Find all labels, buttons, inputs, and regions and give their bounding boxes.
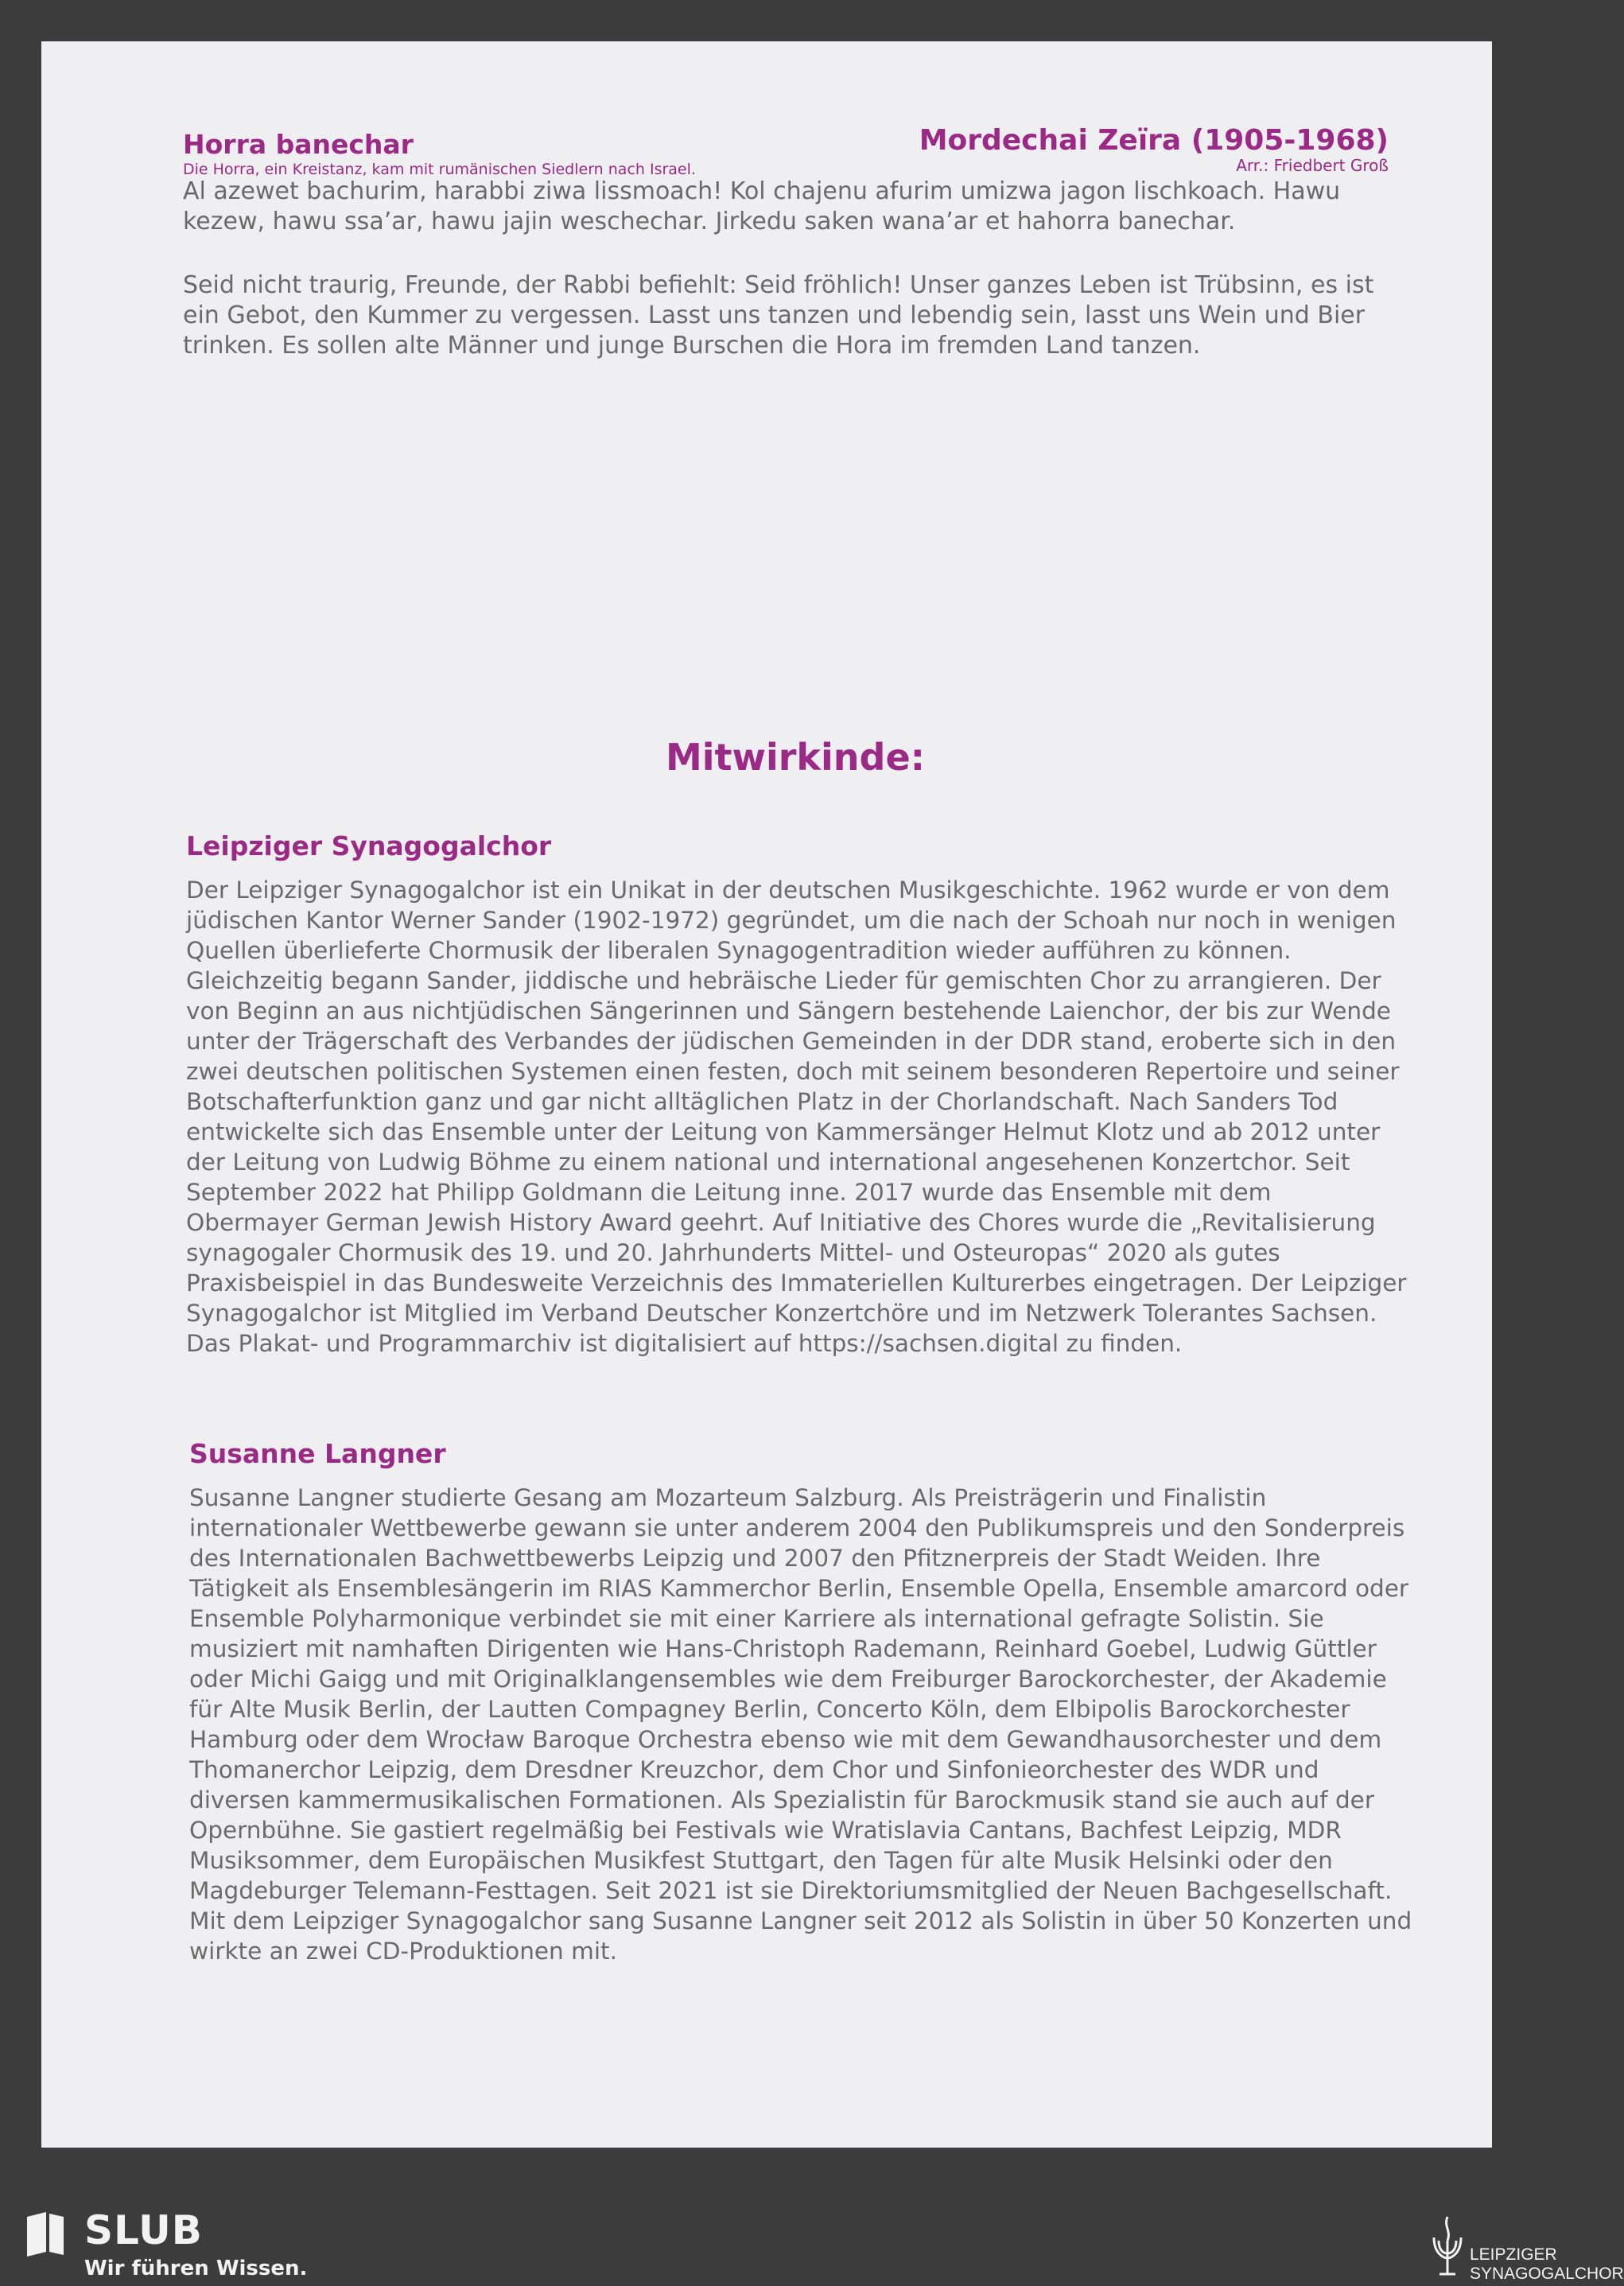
- slub-book-icon[interactable]: [22, 2210, 67, 2257]
- library-name[interactable]: SLUB: [84, 2207, 203, 2253]
- song-lyrics: Al azewet bachurim, harabbi ziwa lissmoach! Kol chajenu afurim umizwa jagon lischkoach. Hawu kezew, hawu ssa’ar, hawu jajin weschechar. Jirkedu saken wana’ar et hahorra banechar.: [183, 177, 1341, 235]
- participants-heading: Mitwirkinde:: [665, 736, 926, 779]
- choir-bio: Der Leipziger Synagogalchor ist ein Unikat in der deutschen Musikgeschichte. 1962 wurde er von dem jüdischen Kantor Werner Sander (1902-1972) gegründet, um die nach der Schoah nur noch in wenigen Quellen überlieferte Chormusik der liberalen Synagogentradition wieder aufführen zu können. Gleichzeitig begann Sander, jiddische und hebräische Lieder für gemischten Chor zu arrangieren. Der von Beginn an aus nichtjüdischen Sängerinnen und Sängern bestehende Laienchor, der bis zur Wende unter der Trägerschaft des Verbandes der jüdischen Gemeinden in der DDR stand, eroberte sich in den zwei deutschen politischen Systemen einen festen, doch mit seinem besonderen Repertoire und seiner Botschafterfunktion ganz und gar nicht alltäglichen Platz in der Chorlandschaft. Nach Sanders Tod entwickelte sich das Ensemble unter der Leitung von Kammersänger Helmut Klotz und ab 2012 unter der Leitung von Ludwig Böhme zu einem national und international angesehenen Konzertchor. Seit September 2022 hat Philipp Goldmann die Leitung inne. 2017 wurde das Ensemble mit dem Obermayer German Jewish History Award geehrt. Auf Initiative des Chores wurde die „Revitalisierung synagogaler Chormusik des 19. und 20. Jahrhunderts Mittel- und Osteuropas“ 2020 als gutes Praxisbeispiel in das Bundesweite Verzeichnis des Immateriellen Kulturerbes eingetragen. Der Leipziger Synagogalchor ist Mitglied im Verband Deutscher Konzertchöre und im Netzwerk Tolerantes Sachsen. Das Plakat- und Programmarchiv ist digitalisiert auf https://sachsen.digital zu finden.: [186, 877, 1407, 1357]
- composer: Mordechai Zeïra (1905-1968): [919, 124, 1389, 157]
- song-title: Horra banechar: [183, 129, 414, 160]
- menorah-icon: [1428, 2214, 1467, 2279]
- choir-logo-line2: SYNAGOGALCHOR: [1470, 2265, 1624, 2283]
- library-tagline: Wir führen Wissen.: [84, 2257, 308, 2280]
- arranger: Arr.: Friedbert Groß: [1236, 156, 1389, 175]
- footer-bar: [0, 2207, 1624, 2286]
- song-subtitle: Die Horra, ein Kreistanz, kam mit rumänischen Siedlern nach Israel.: [183, 161, 696, 178]
- choir-heading: Leipziger Synagogalchor: [186, 830, 552, 861]
- soloist-heading: Susanne Langner: [189, 1438, 446, 1469]
- soloist-bio: Susanne Langner studierte Gesang am Mozarteum Salzburg. Als Preisträgerin und Finalistin internationaler Wettbewerbe gewann sie unter anderem 2004 den Publikumspreis und den Sonderpreis des Internationalen Bachwettbewerbs Leipzig und 2007 den Pfitznerpreis der Stadt Weiden. Ihre Tätigkeit als Ensemblesängerin im RIAS Kammerchor Berlin, Ensemble Opella, Ensemble amarcord oder Ensemble Polyharmonique verbindet sie mit einer Karriere als international gefragte Solistin. Sie musiziert mit namhaften Dirigenten wie Hans-Christoph Rademann, Reinhard Goebel, Ludwig Güttler oder Michi Gaigg und mit Originalklangensembles wie dem Freiburger Barockorchester, der Akademie für Alte Musik Berlin, der Lautten Compagney Berlin, Concerto Köln, dem Elbipolis Barockorchester Hamburg oder dem Wrocław Baroque Orchestra ebenso wie mit dem Gewandhausorchester und dem Thomanerchor Leipzig, dem Dresdner Kreuzchor, dem Chor und Sinfonieorchester des WDR und diversen kammermusikalischen Formationen. Als Spezialistin für Barockmusik stand sie auch auf der Opernbühne. Sie gastiert regelmäßig bei Festivals wie Wratislavia Cantans, Bachfest Leipzig, MDR Musiksommer, dem Europäischen Musikfest Stuttgart, den Tagen für alte Musik Helsinki oder den Magdeburger Telemann-Festtagen. Seit 2021 ist sie Direktoriumsmitglied der Neuen Bachgesellschaft. Mit dem Leipziger Synagogalchor sang Susanne Langner seit 2012 als Solistin in über 50 Konzerten und wirkte an zwei CD-Produktionen mit.: [189, 1484, 1412, 1965]
- choir-logo-line1: LEIPZIGER: [1470, 2245, 1557, 2264]
- choir-logo-text: [1470, 2245, 1624, 2284]
- song-translation: Seid nicht traurig, Freunde, der Rabbi befiehlt: Seid fröhlich! Unser ganzes Leben ist Trübsinn, es ist ein Gebot, den Kummer zu vergessen. Lasst uns tanzen und lebendig sein, lasst uns Wein und Bier trinken. Es sollen alte Männer und junge Burschen die Hora im fremden Land tanzen.: [183, 271, 1374, 360]
